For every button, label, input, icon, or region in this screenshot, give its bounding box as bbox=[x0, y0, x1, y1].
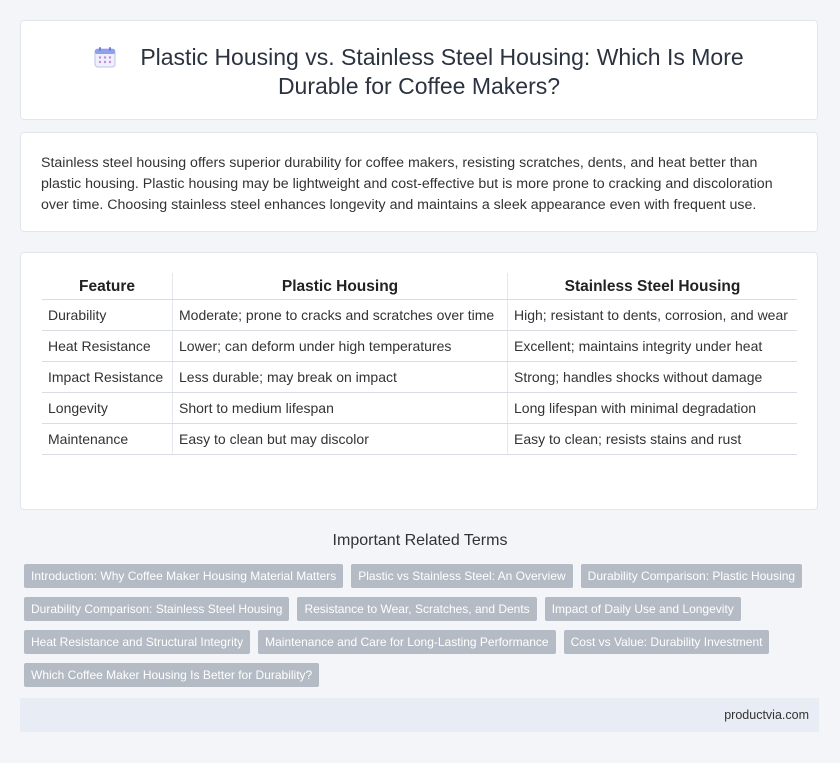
table-row bbox=[42, 393, 797, 424]
table-cell-feature: Longevity bbox=[42, 393, 173, 424]
related-term-tag[interactable]: Durability Comparison: Stainless Steel Housing bbox=[24, 597, 289, 621]
header-feature: Feature bbox=[42, 273, 173, 300]
related-term-tag[interactable]: Durability Comparison: Plastic Housing bbox=[581, 564, 802, 588]
header-stainless: Stainless Steel Housing bbox=[508, 273, 798, 300]
table-cell-feature: Impact Resistance bbox=[42, 362, 173, 393]
comparison-table bbox=[42, 273, 797, 455]
related-term-tag[interactable]: Which Coffee Maker Housing Is Better for Durability? bbox=[24, 663, 319, 687]
table-cell-plastic: Moderate; prone to cracks and scratches over time bbox=[173, 300, 508, 331]
table-cell-feature: Maintenance bbox=[42, 424, 173, 455]
footer bbox=[20, 698, 819, 732]
intro-paragraph: Stainless steel housing offers superior durability for coffee makers, resisting scratches, dents, and heat better than plastic housing. Plastic housing may be lightweight and cost-effective but is more prone to cracking and discoloration over time. Choosing stainless steel enhances longevity and maintains a sleek appearance even with frequent use. bbox=[41, 155, 773, 213]
header-plastic: Plastic Housing bbox=[173, 273, 508, 300]
table-row bbox=[42, 362, 797, 393]
related-terms-title: Important Related Terms bbox=[332, 532, 508, 549]
table-row bbox=[42, 424, 797, 455]
table-cell-stainless: High; resistant to dents, corrosion, and wear bbox=[508, 300, 798, 331]
related-term-tag[interactable]: Introduction: Why Coffee Maker Housing Material Matters bbox=[24, 564, 343, 588]
table-cell-feature: Durability bbox=[42, 300, 173, 331]
table-cell-stainless: Excellent; maintains integrity under heat bbox=[508, 331, 798, 362]
table-cell-plastic: Short to medium lifespan bbox=[173, 393, 508, 424]
related-term-tag[interactable]: Maintenance and Care for Long-Lasting Performance bbox=[258, 630, 556, 654]
page-title bbox=[21, 43, 817, 101]
title-card bbox=[20, 20, 818, 120]
related-terms-list bbox=[24, 564, 824, 687]
table-cell-stainless: Easy to clean; resists stains and rust bbox=[508, 424, 798, 455]
table-cell-feature: Heat Resistance bbox=[42, 331, 173, 362]
comparison-card bbox=[20, 252, 818, 510]
intro-card bbox=[20, 132, 818, 232]
table-cell-plastic: Easy to clean but may discolor bbox=[173, 424, 508, 455]
footer-site-link[interactable]: productvia.com bbox=[724, 708, 809, 722]
table-row bbox=[42, 331, 797, 362]
related-term-tag[interactable]: Impact of Daily Use and Longevity bbox=[545, 597, 741, 621]
page-title-text: Plastic Housing vs. Stainless Steel Housing: Which Is More Durable for Coffee Makers? bbox=[140, 44, 744, 99]
table-cell-plastic: Lower; can deform under high temperatures bbox=[173, 331, 508, 362]
calendar-icon bbox=[94, 46, 116, 68]
title-wrap bbox=[21, 43, 817, 101]
related-term-tag[interactable]: Cost vs Value: Durability Investment bbox=[564, 630, 770, 654]
table-row bbox=[42, 300, 797, 331]
table-cell-stainless: Long lifespan with minimal degradation bbox=[508, 393, 798, 424]
table-cell-plastic: Less durable; may break on impact bbox=[173, 362, 508, 393]
table-cell-stainless: Strong; handles shocks without damage bbox=[508, 362, 798, 393]
related-term-tag[interactable]: Resistance to Wear, Scratches, and Dents bbox=[297, 597, 536, 621]
table-header-row bbox=[42, 273, 797, 300]
related-term-tag[interactable]: Plastic vs Stainless Steel: An Overview bbox=[351, 564, 572, 588]
related-term-tag[interactable]: Heat Resistance and Structural Integrity bbox=[24, 630, 250, 654]
